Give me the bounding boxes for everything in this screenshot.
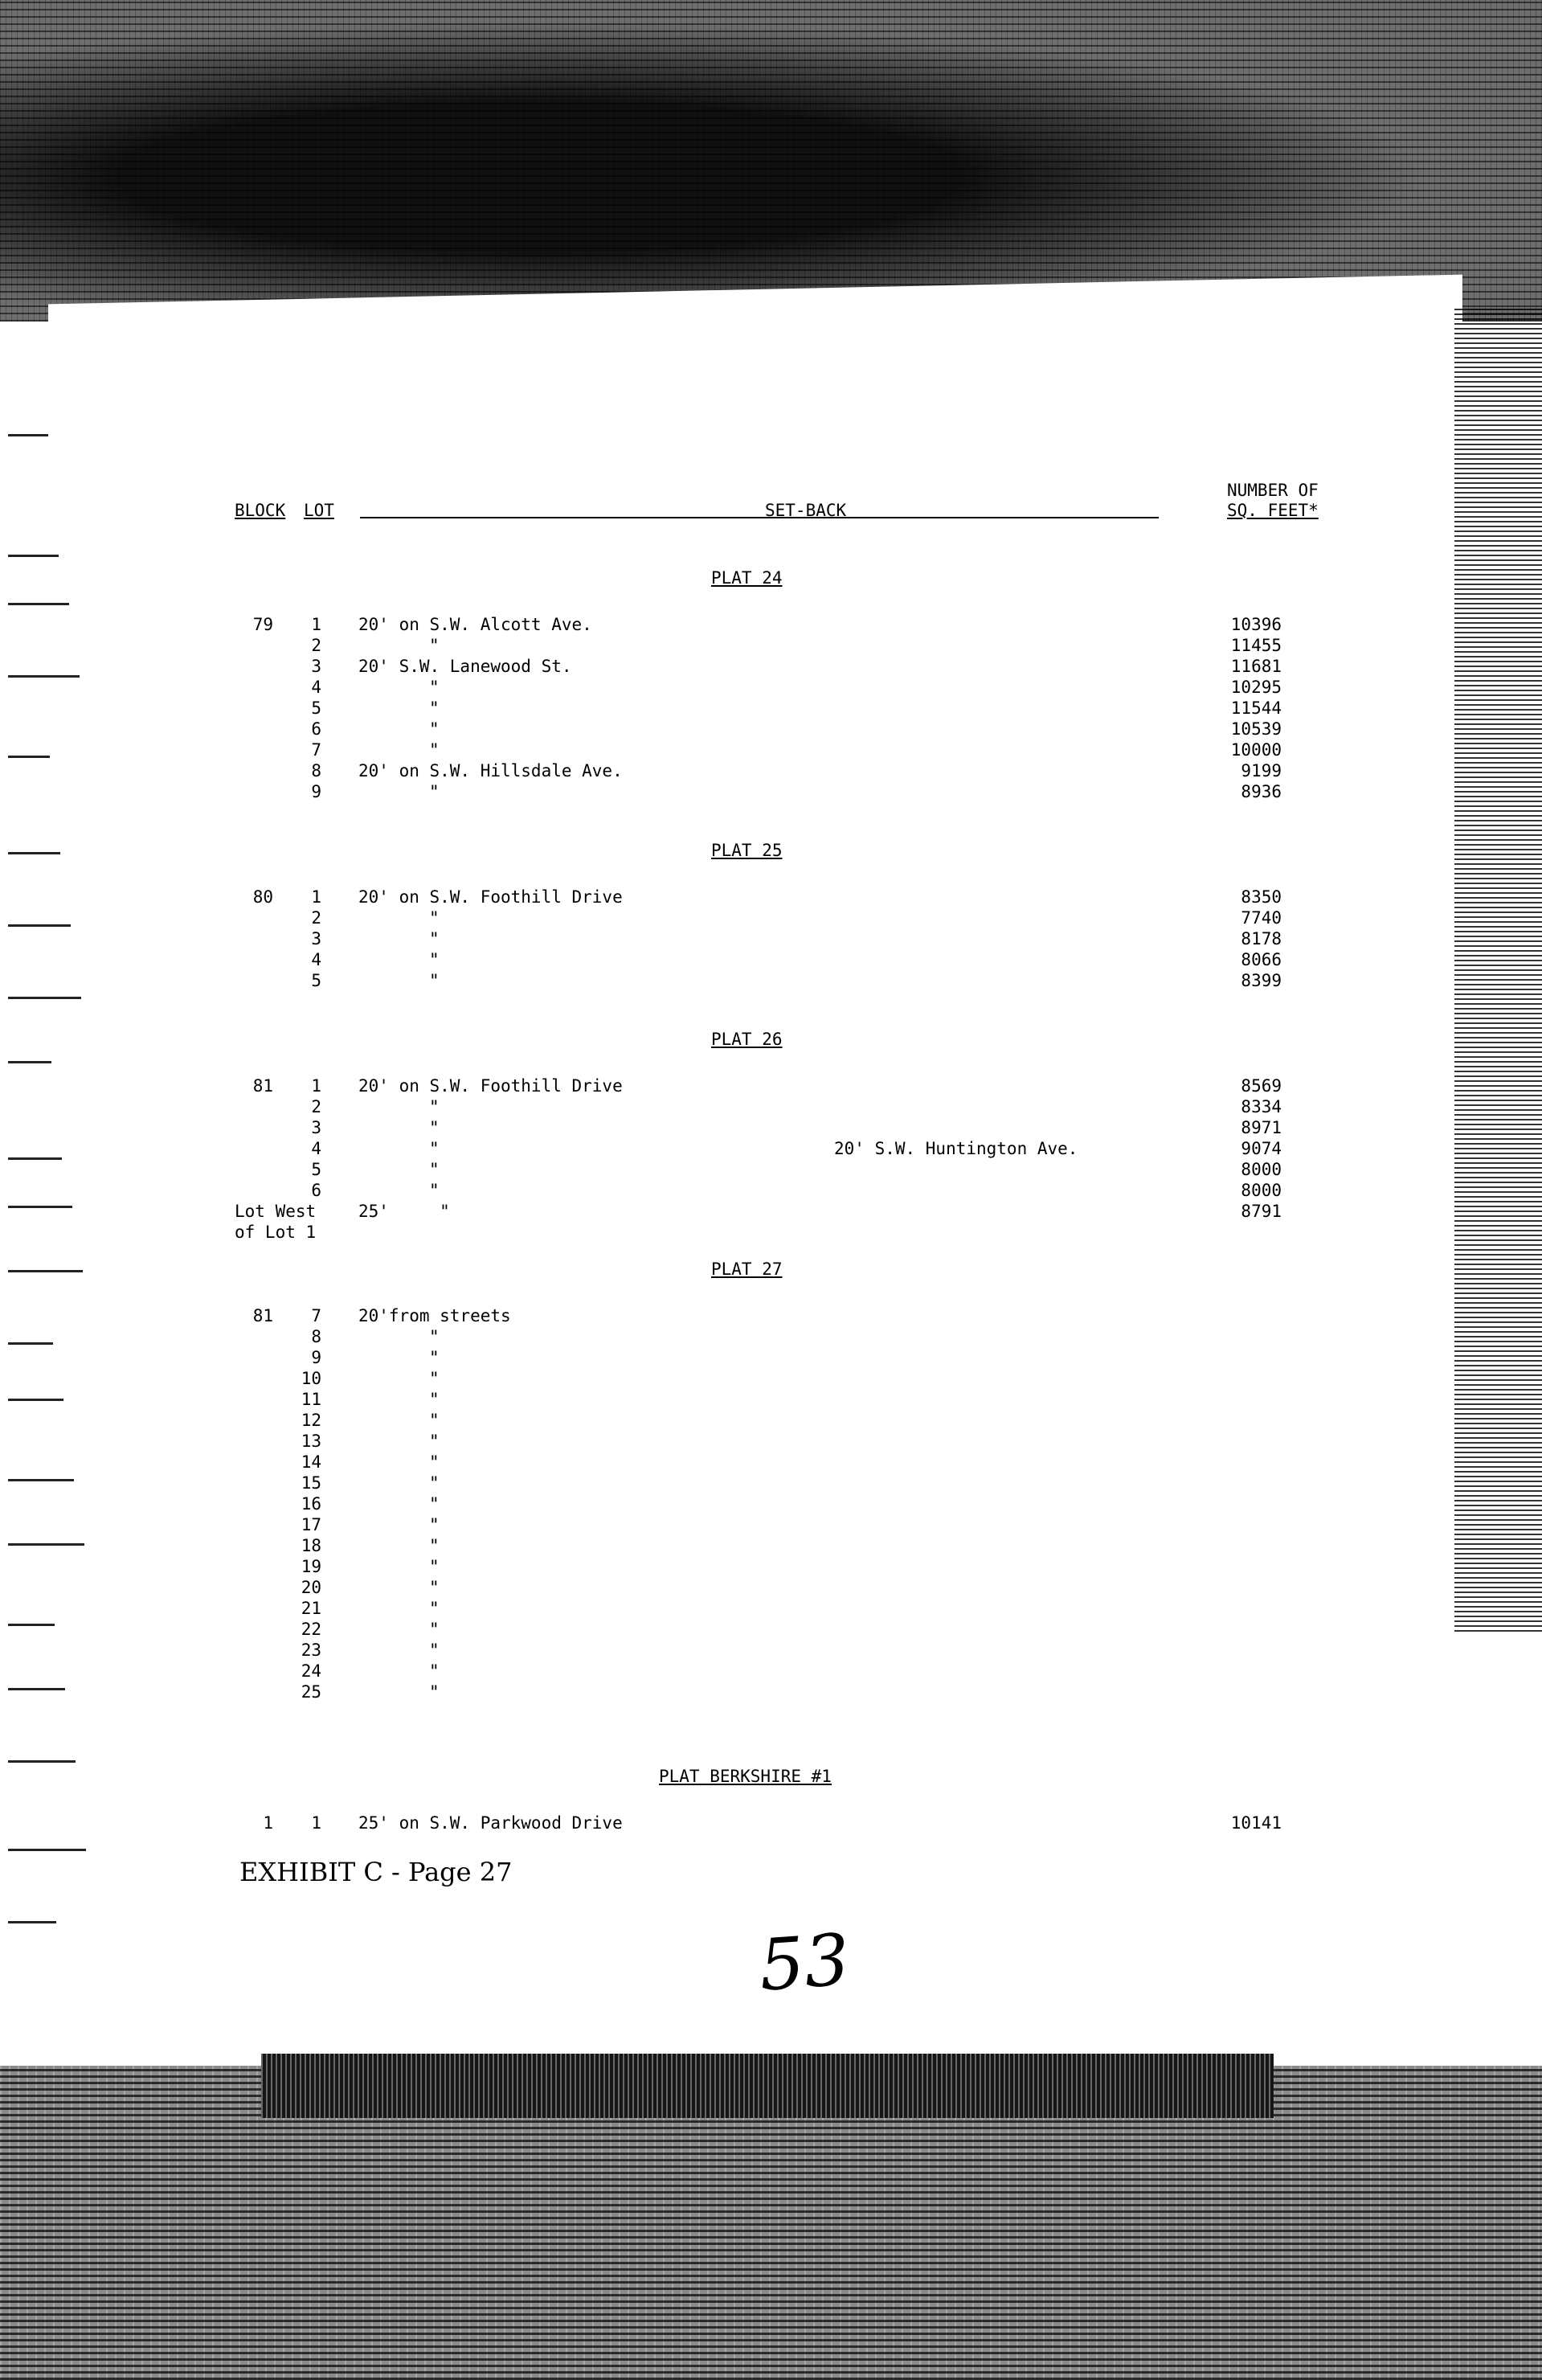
cell-sqft: 8178: [1241, 929, 1282, 948]
cell-block: 1: [263, 1813, 273, 1833]
cell-lot: 5: [311, 1160, 321, 1179]
cell-lot: 13: [301, 1432, 321, 1451]
cell-lot: 4: [311, 1139, 321, 1158]
cell-block: 80: [252, 887, 273, 907]
header-lot: LOT: [304, 501, 334, 520]
cell-setback: 20'from streets: [358, 1306, 511, 1325]
plat-title: PLAT 25: [711, 841, 783, 860]
cell-lot: 6: [311, 1181, 321, 1200]
cell-sqft: 8000: [1241, 1181, 1282, 1200]
cell-setback: ": [429, 698, 440, 718]
cell-sqft: 8569: [1241, 1076, 1282, 1096]
cell-lot: 25: [301, 1682, 321, 1702]
cell-lot: 18: [301, 1536, 321, 1555]
cell-block: Lot West: [235, 1202, 317, 1221]
cell-sqft: 8000: [1241, 1160, 1282, 1179]
cell-extra: 20' S.W. Huntington Ave.: [834, 1139, 1078, 1158]
cell-lot: 1: [311, 1813, 321, 1833]
cell-setback: ": [429, 971, 440, 990]
cell-lot: 19: [301, 1557, 321, 1576]
cell-lot: 9: [311, 782, 321, 801]
cell-lot: 3: [311, 1118, 321, 1137]
cell-sqft: 8971: [1241, 1118, 1282, 1137]
cell-lot: 24: [301, 1661, 321, 1681]
cell-lot: 7: [311, 1306, 321, 1325]
cell-setback: ": [429, 1390, 440, 1409]
cell-sqft: 8936: [1241, 782, 1282, 801]
cell-setback: 25' on S.W. Parkwood Drive: [358, 1813, 623, 1833]
cell-lot: 4: [311, 678, 321, 697]
cell-lot: 16: [301, 1494, 321, 1514]
header-number-of: NUMBER OF: [1227, 481, 1319, 500]
cell-block: 81: [252, 1306, 273, 1325]
cell-setback: ": [429, 1432, 440, 1451]
header-rule: [360, 517, 1159, 518]
cell-setback: ": [429, 1139, 440, 1158]
cell-setback: ": [429, 1369, 440, 1388]
cell-setback: ": [429, 1641, 440, 1660]
cell-block: 79: [252, 615, 273, 634]
cell-setback: ": [429, 1557, 440, 1576]
cell-setback: ": [429, 1620, 440, 1639]
header-setback: SET-BACK: [765, 501, 847, 520]
header-block: BLOCK: [235, 501, 286, 520]
cell-lot: 17: [301, 1515, 321, 1534]
cell-setback: ": [429, 1661, 440, 1681]
cell-setback: 20' on S.W. Hillsdale Ave.: [358, 761, 623, 780]
cell-lot: 9: [311, 1348, 321, 1367]
cell-setback: ": [429, 908, 440, 928]
cell-setback: ": [429, 678, 440, 697]
cell-setback: ": [429, 1515, 440, 1534]
cell-lot: 11: [301, 1390, 321, 1409]
cell-lot: 2: [311, 636, 321, 655]
cell-setback: ": [429, 740, 440, 760]
cell-lot: 20: [301, 1578, 321, 1597]
cell-setback: ": [429, 719, 440, 739]
handwritten-page-number: 53: [756, 1918, 853, 2007]
cell-setback: 20' S.W. Lanewood St.: [358, 657, 572, 676]
cell-setback: ": [429, 929, 440, 948]
cell-setback: 20' on S.W. Foothill Drive: [358, 887, 623, 907]
cell-setback: ": [429, 1411, 440, 1430]
cell-sqft: 11544: [1230, 698, 1282, 718]
cell-lot: 3: [311, 929, 321, 948]
cell-lot: 2: [311, 1097, 321, 1116]
cell-setback: ": [429, 1578, 440, 1597]
cell-sqft: 10396: [1230, 615, 1282, 634]
cell-setback: ": [429, 1494, 440, 1514]
cell-setback: ": [429, 1599, 440, 1618]
cell-lot: 5: [311, 971, 321, 990]
cell-setback: ": [429, 1181, 440, 1200]
cell-sqft: 10539: [1230, 719, 1282, 739]
cell-setback: ": [429, 950, 440, 969]
plat-title: PLAT 26: [711, 1030, 783, 1049]
cell-lot: 5: [311, 698, 321, 718]
plat-title: PLAT BERKSHIRE #1: [659, 1767, 832, 1786]
cell-lot: 14: [301, 1452, 321, 1472]
plat-title: PLAT 24: [711, 568, 783, 588]
cell-lot: 21: [301, 1599, 321, 1618]
cell-block: 81: [252, 1076, 273, 1096]
header-sq-feet: SQ. FEET*: [1227, 501, 1319, 520]
cell-setback: ": [429, 1118, 440, 1137]
cell-setback: ": [429, 1682, 440, 1702]
cell-lot: 8: [311, 1327, 321, 1346]
exhibit-label: EXHIBIT C - Page 27: [239, 1857, 513, 1887]
cell-sqft: 11455: [1230, 636, 1282, 655]
cell-setback: 20' on S.W. Alcott Ave.: [358, 615, 592, 634]
cell-sqft: 8334: [1241, 1097, 1282, 1116]
cell-sqft: 10141: [1230, 1813, 1282, 1833]
cell-sqft: 9199: [1241, 761, 1282, 780]
cell-sqft: 8791: [1241, 1202, 1282, 1221]
cell-lot: 6: [311, 719, 321, 739]
cell-block: of Lot 1: [235, 1223, 317, 1242]
cell-sqft: 8066: [1241, 950, 1282, 969]
cell-lot: 4: [311, 950, 321, 969]
cell-setback: 20' on S.W. Foothill Drive: [358, 1076, 623, 1096]
plat-title: PLAT 27: [711, 1260, 783, 1279]
cell-sqft: 11681: [1230, 657, 1282, 676]
cell-lot: 3: [311, 657, 321, 676]
cell-setback: ": [429, 782, 440, 801]
cell-sqft: 8350: [1241, 887, 1282, 907]
cell-setback: ": [429, 1473, 440, 1493]
cell-setback: ": [429, 1327, 440, 1346]
cell-setback: ": [429, 1348, 440, 1367]
cell-lot: 23: [301, 1641, 321, 1660]
cell-sqft: 8399: [1241, 971, 1282, 990]
cell-setback: ": [429, 1160, 440, 1179]
cell-sqft: 7740: [1241, 908, 1282, 928]
cell-lot: 1: [311, 1076, 321, 1096]
cell-setback: ": [429, 1452, 440, 1472]
cell-setback: ": [429, 1536, 440, 1555]
cell-lot: 8: [311, 761, 321, 780]
cell-setback: ": [429, 636, 440, 655]
cell-lot: 15: [301, 1473, 321, 1493]
cell-sqft: 9074: [1241, 1139, 1282, 1158]
cell-setback: ": [429, 1097, 440, 1116]
cell-lot: 7: [311, 740, 321, 760]
cell-lot: 22: [301, 1620, 321, 1639]
cell-lot: 10: [301, 1369, 321, 1388]
cell-lot: 12: [301, 1411, 321, 1430]
cell-setback: 25' ": [358, 1202, 450, 1221]
cell-sqft: 10000: [1230, 740, 1282, 760]
cell-sqft: 10295: [1230, 678, 1282, 697]
cell-lot: 1: [311, 887, 321, 907]
cell-lot: 2: [311, 908, 321, 928]
cell-lot: 1: [311, 615, 321, 634]
